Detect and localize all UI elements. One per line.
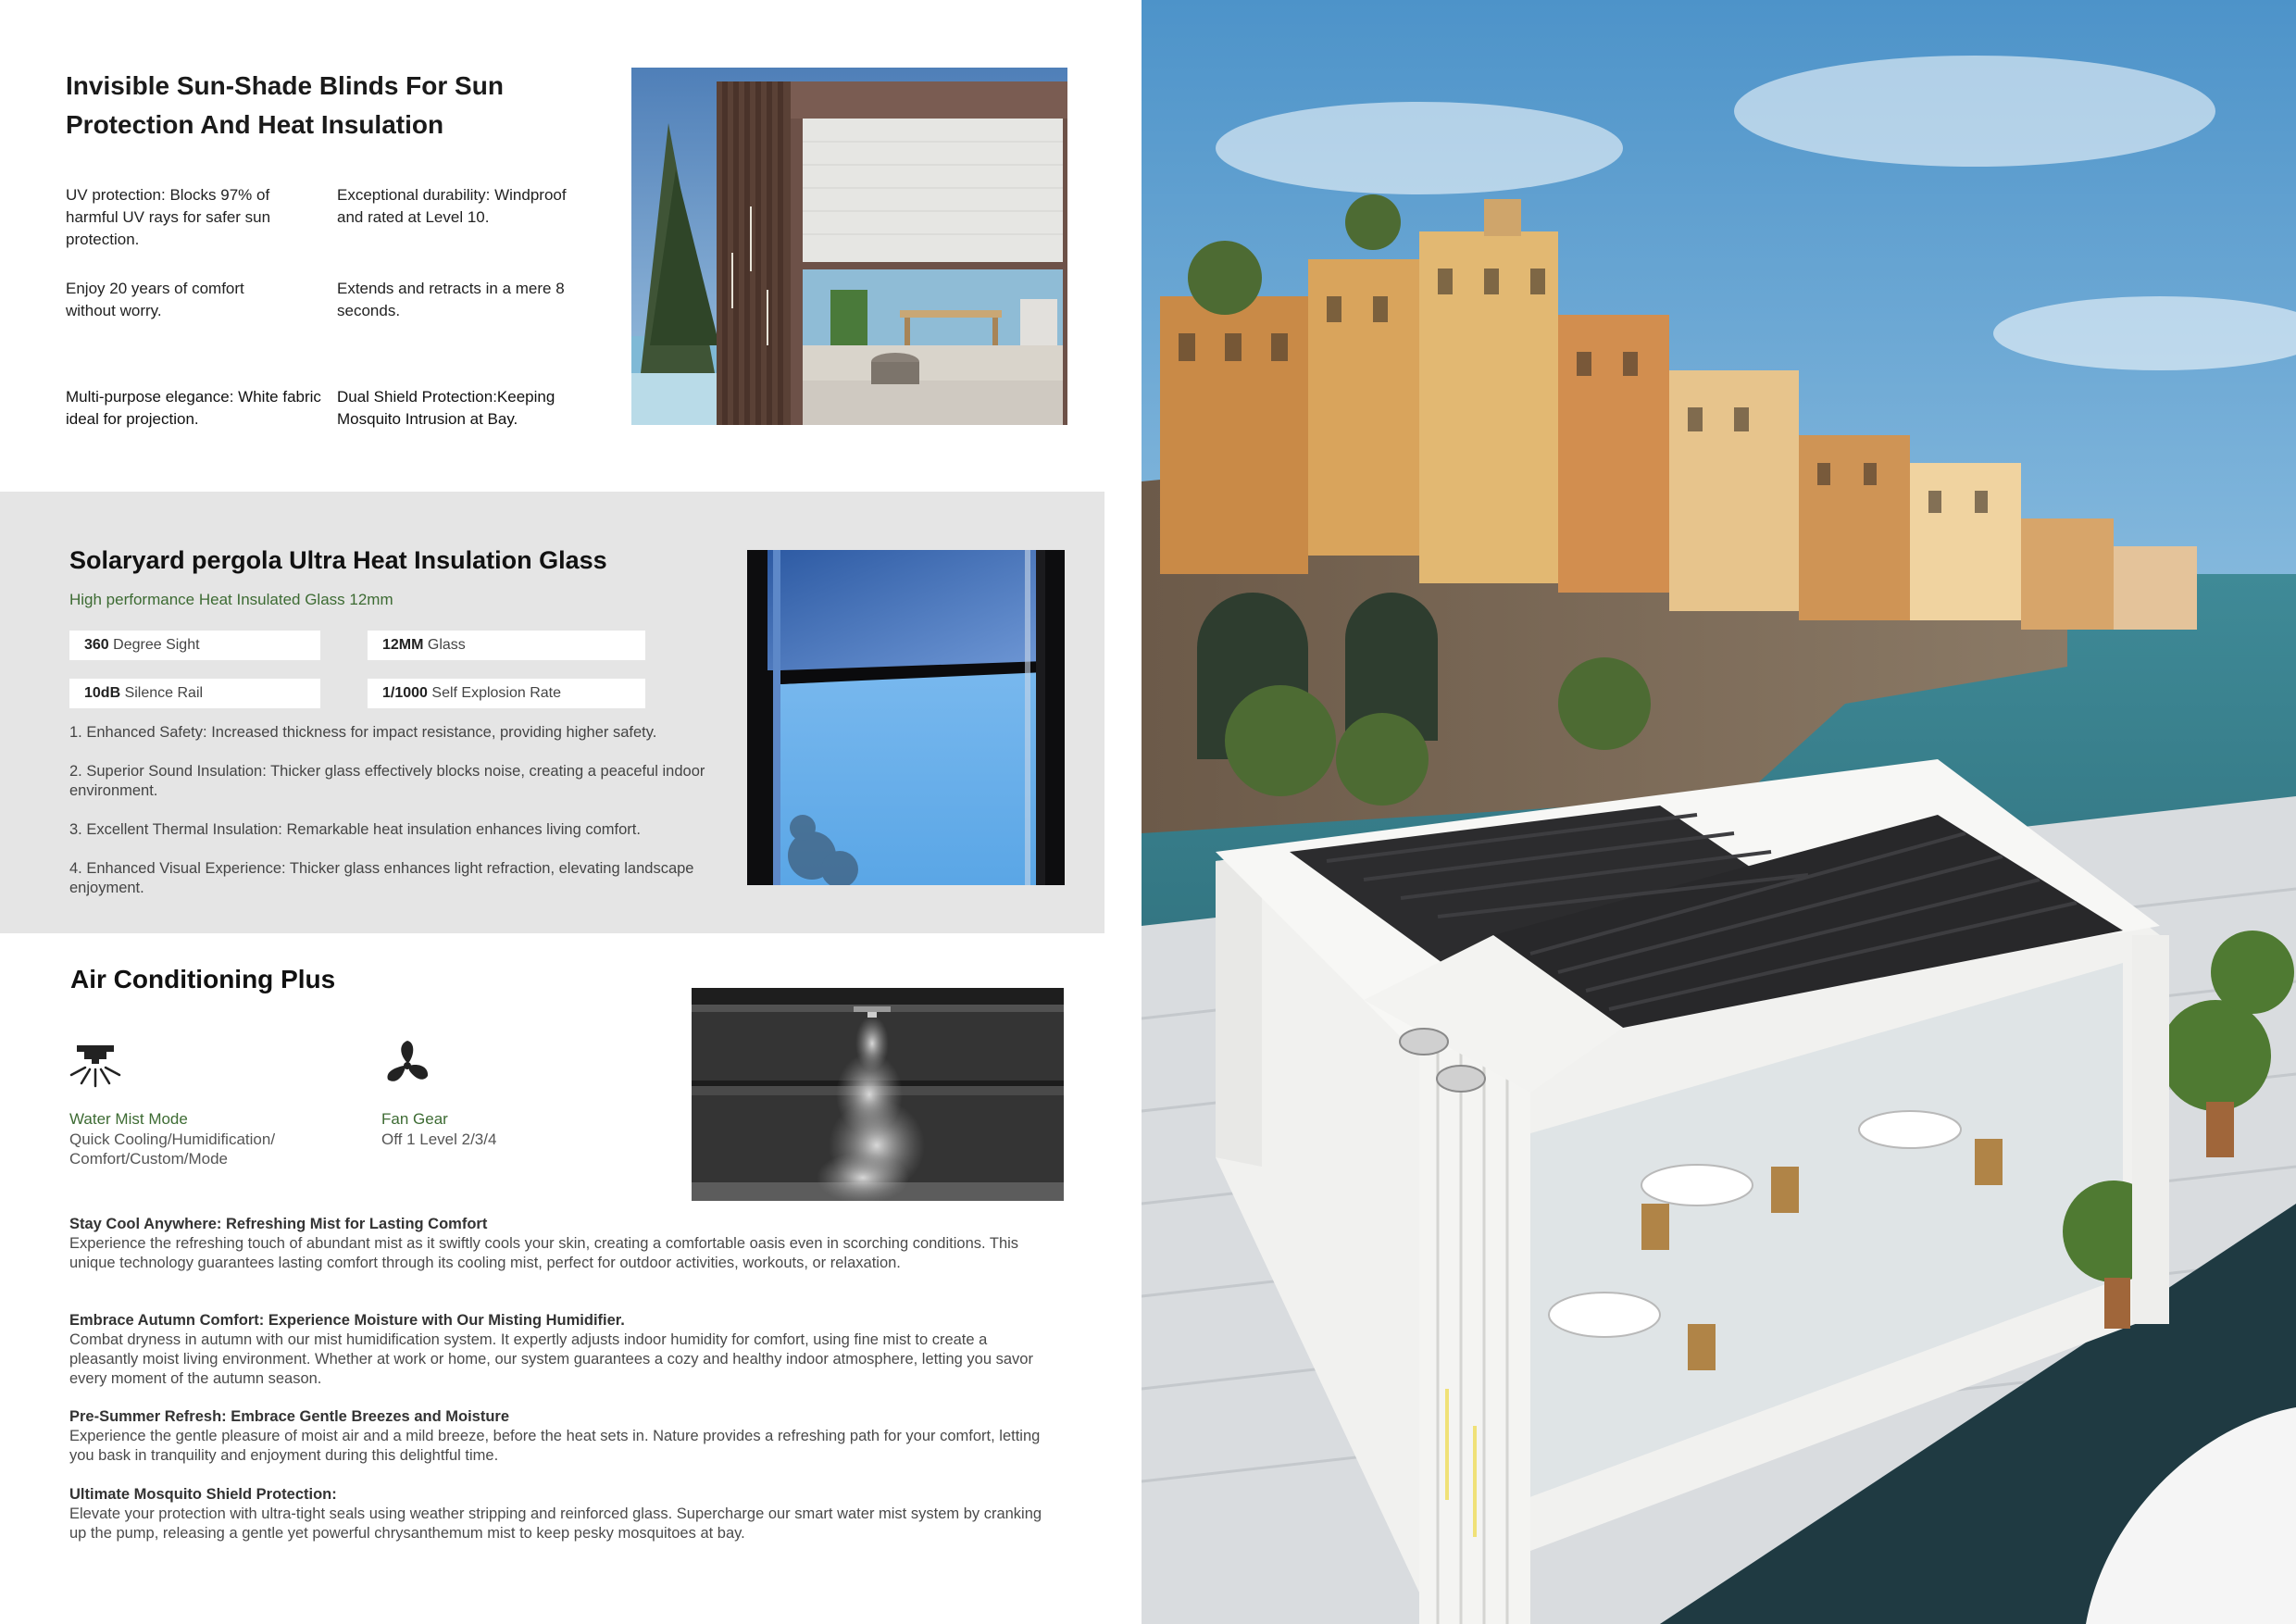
sunshade-blinds-photo (631, 68, 1067, 425)
paragraph-body: Experience the refreshing touch of abundant mist as it swiftly cools your skin, creating a comfortable oasis even in scorching conditions. This unique technology guarantees lasting comfort through its cooling mist, perfect for outdoor activities, workouts, or relaxation. (69, 1235, 1019, 1271)
spec-label: Glass (427, 637, 466, 653)
spec-glass-thickness (368, 631, 645, 660)
spec-self-explosion-rate (368, 679, 645, 708)
feature-projection: Multi-purpose elegance: White fabric ideal for projection. (66, 388, 321, 428)
spec-value: 12MM (382, 637, 424, 653)
spec-label: Degree Sight (113, 637, 200, 653)
water-mist-mode-name: Water Mist Mode (69, 1110, 188, 1128)
paragraph-heading: Stay Cool Anywhere: Refreshing Mist for Lasting Comfort (69, 1216, 488, 1232)
ac-title: Air Conditioning Plus (70, 965, 336, 993)
glass-title: Solaryard pergola Ultra Heat Insulation Glass (69, 546, 607, 574)
paragraph-heading: Ultimate Mosquito Shield Protection: (69, 1486, 337, 1503)
spec-degree-sight (69, 631, 320, 660)
paragraph-body: Experience the gentle pleasure of moist air and a mild breeze, before the heat sets in. Nature provides a refreshing path for your comfort, letting you bask in tranquility and enjoyment during this delightful time. (69, 1428, 1041, 1464)
spec-label: Silence Rail (124, 685, 204, 701)
benefit-safety: 1. Enhanced Safety: Increased thickness for impact resistance, providing higher safety. (69, 724, 657, 741)
fan-icon (380, 1037, 435, 1093)
spec-silence-rail (69, 679, 320, 708)
fan-gear-desc: Off 1 Level 2/3/4 (381, 1131, 497, 1148)
benefit-sound-insulation: 2. Superior Sound Insulation: Thicker glass effectively blocks noise, creating a peaceful indoor environment. (69, 763, 705, 799)
benefit-thermal-insulation: 3. Excellent Thermal Insulation: Remarkable heat insulation enhances living comfort. (69, 821, 641, 838)
water-mist-icon (68, 1042, 123, 1097)
spec-value: 1/1000 (382, 685, 428, 701)
hero-pergola-photo (1142, 0, 2296, 1624)
paragraph-body: Elevate your protection with ultra-tight seals using weather stripping and reinforced glass. Supercharge our smart water mist system by cranking up the pump, releasing a gentle yet powerful chrysanthemum mist to keep pesky mosquitoes at bay. (69, 1505, 1042, 1542)
glass-detail-photo (747, 550, 1065, 885)
glass-subtitle: High performance Heat Insulated Glass 12mm (69, 591, 393, 608)
feature-durability: Exceptional durability: Windproof and rated at Level 10. (337, 186, 567, 226)
water-mist-mode-desc: Quick Cooling/Humidification/ Comfort/Custom/Mode (69, 1131, 276, 1168)
paragraph-heading: Pre-Summer Refresh: Embrace Gentle Breezes and Moisture (69, 1408, 509, 1425)
feature-comfort-years: Enjoy 20 years of comfort without worry. (66, 280, 244, 319)
mist-nozzle-photo (692, 988, 1064, 1201)
paragraph-heading: Embrace Autumn Comfort: Experience Moisture with Our Misting Humidifier. (69, 1312, 625, 1329)
spec-value: 360 (84, 637, 109, 653)
benefit-visual-experience: 4. Enhanced Visual Experience: Thicker glass enhances light refraction, elevating landscape enjoyment. (69, 860, 694, 896)
paragraph-stay-cool (69, 1215, 1060, 1273)
fan-gear-name: Fan Gear (381, 1110, 448, 1128)
feature-mosquito-shield: Dual Shield Protection:Keeping Mosquito Intrusion at Bay. (337, 388, 555, 428)
spec-value: 10dB (84, 685, 121, 701)
feature-retract-speed: Extends and retracts in a mere 8 seconds. (337, 280, 565, 319)
paragraph-mosquito-shield (69, 1485, 1060, 1543)
sunshade-title: Invisible Sun-Shade Blinds For Sun Protection And Heat Insulation (66, 71, 504, 139)
spec-label: Self Explosion Rate (431, 685, 562, 701)
feature-uv-protection: UV protection: Blocks 97% of harmful UV rays for safer sun protection. (66, 186, 271, 248)
paragraph-pre-summer (69, 1407, 1060, 1466)
paragraph-autumn-comfort (69, 1311, 1060, 1389)
paragraph-body: Combat dryness in autumn with our mist humidification system. It expertly adjusts indoor humidity for comfort, using fine mist to create a pleasantly moist living environment. Whether at work or home, our system guarantees a cozy and healthy indoor atmosphere, letting you savor every moment of the autumn season. (69, 1331, 1033, 1387)
